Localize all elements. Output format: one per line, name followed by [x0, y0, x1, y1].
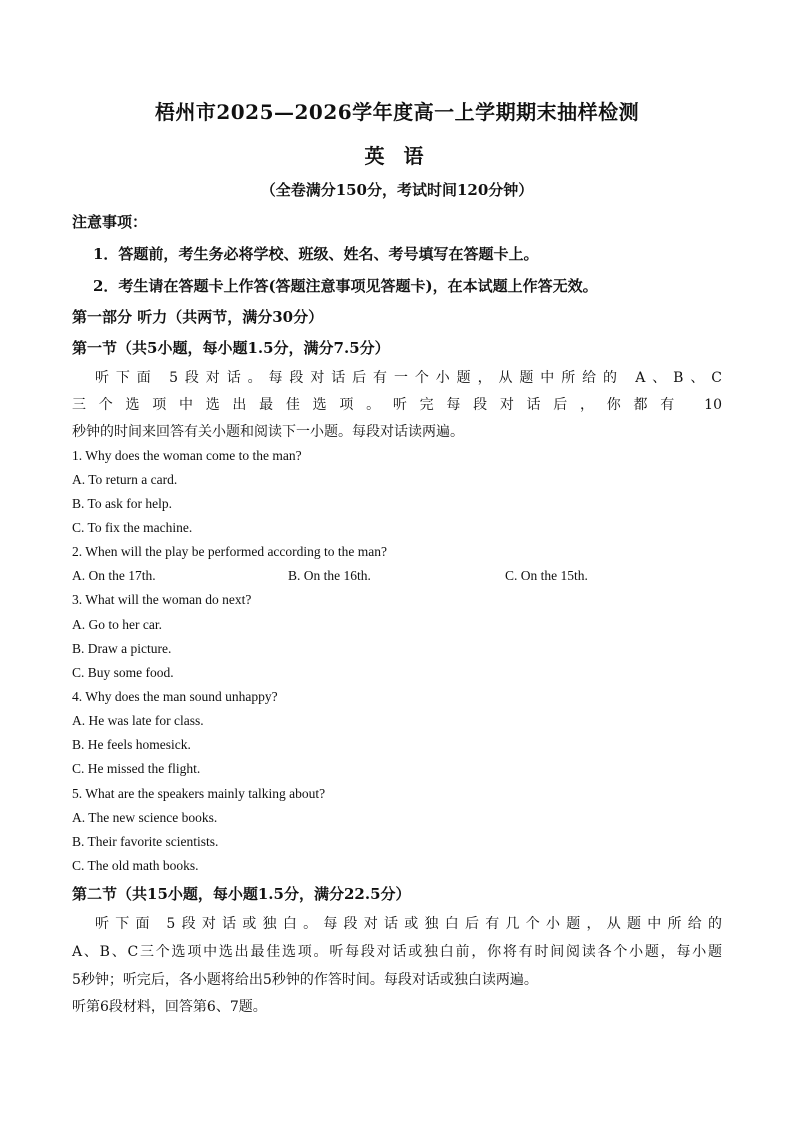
question-5-stem: 5. What are the speakers mainly talking about? — [72, 786, 326, 801]
section1-instruction-line-1: 听下面 5段对话。每段对话后有一个小题，从题中所给的 A、B、C — [95, 370, 722, 386]
part1-heading: 第一部分 听力（共两节，满分30分） — [72, 308, 324, 326]
question-4-option-a: A. He was late for class. — [72, 713, 204, 728]
section2-heading: 第二节（共15小题，每小题1.5分，满分22.5分） — [72, 885, 411, 903]
section1-instruction-line-2: 三个选项中选出最佳选项。听完每段对话后，你都有 10 — [72, 397, 722, 413]
question-2-option-b: B. On the 16th. — [288, 568, 371, 583]
subject-title: 英 语 — [364, 144, 430, 168]
question-1-option-b: B. To ask for help. — [72, 496, 173, 511]
section2-instruction-line-1: 听下面 5段对话或独白。每段对话或独白后有几个小题，从题中所给的 — [95, 916, 722, 932]
question-3-stem: 3. What will the woman do next? — [72, 592, 252, 607]
exam-score-note: （全卷满分150分，考试时间120分钟） — [260, 181, 534, 199]
question-2-option-c: C. On the 15th. — [505, 568, 588, 583]
question-5-option-b: B. Their favorite scientists. — [72, 834, 219, 849]
section1-instruction-line-3: 秒钟的时间来回答有关小题和阅读下一小题。每段对话读两遍。 — [72, 424, 464, 440]
question-5-option-a: A. The new science books. — [72, 810, 218, 825]
question-1-stem: 1. Why does the woman come to the man? — [72, 448, 302, 463]
question-2-option-a: A. On the 17th. — [72, 568, 156, 583]
notice-item-2: 2．考生请在答题卡上作答(答题注意事项见答题卡)，在本试题上作答无效。 — [93, 277, 598, 295]
material-6-instruction: 听第6段材料，回答第6、7题。 — [72, 999, 267, 1015]
question-3-option-b: B. Draw a picture. — [72, 641, 172, 656]
question-2-stem: 2. When will the play be performed according to the man? — [72, 544, 388, 559]
question-3-option-a: A. Go to her car. — [72, 617, 162, 632]
question-4-option-b: B. He feels homesick. — [72, 737, 191, 752]
exam-title: 梧州市2025—2026学年度高一上学期期末抽样检测 — [154, 100, 640, 124]
section1-heading: 第一节（共5小题，每小题1.5分，满分7.5分） — [72, 339, 390, 357]
question-4-stem: 4. Why does the man sound unhappy? — [72, 689, 278, 704]
section2-instruction-line-2: A、B、C三个选项中选出最佳选项。听每段对话或独白前，你将有时间阅读各个小题，每小题 — [72, 944, 722, 960]
section2-instruction-line-3: 5秒钟；听完后，各小题将给出5秒钟的作答时间。每段对话或独白读两遍。 — [72, 972, 538, 988]
question-3-option-c: C. Buy some food. — [72, 665, 174, 680]
question-1-option-a: A. To return a card. — [72, 472, 178, 487]
notice-item-1: 1．答题前，考生务必将学校、班级、姓名、考号填写在答题卡上。 — [93, 245, 539, 263]
question-5-option-c: C. The old math books. — [72, 858, 199, 873]
question-4-option-c: C. He missed the flight. — [72, 761, 201, 776]
question-1-option-c: C. To fix the machine. — [72, 520, 193, 535]
notice-heading: 注意事项： — [72, 213, 148, 231]
